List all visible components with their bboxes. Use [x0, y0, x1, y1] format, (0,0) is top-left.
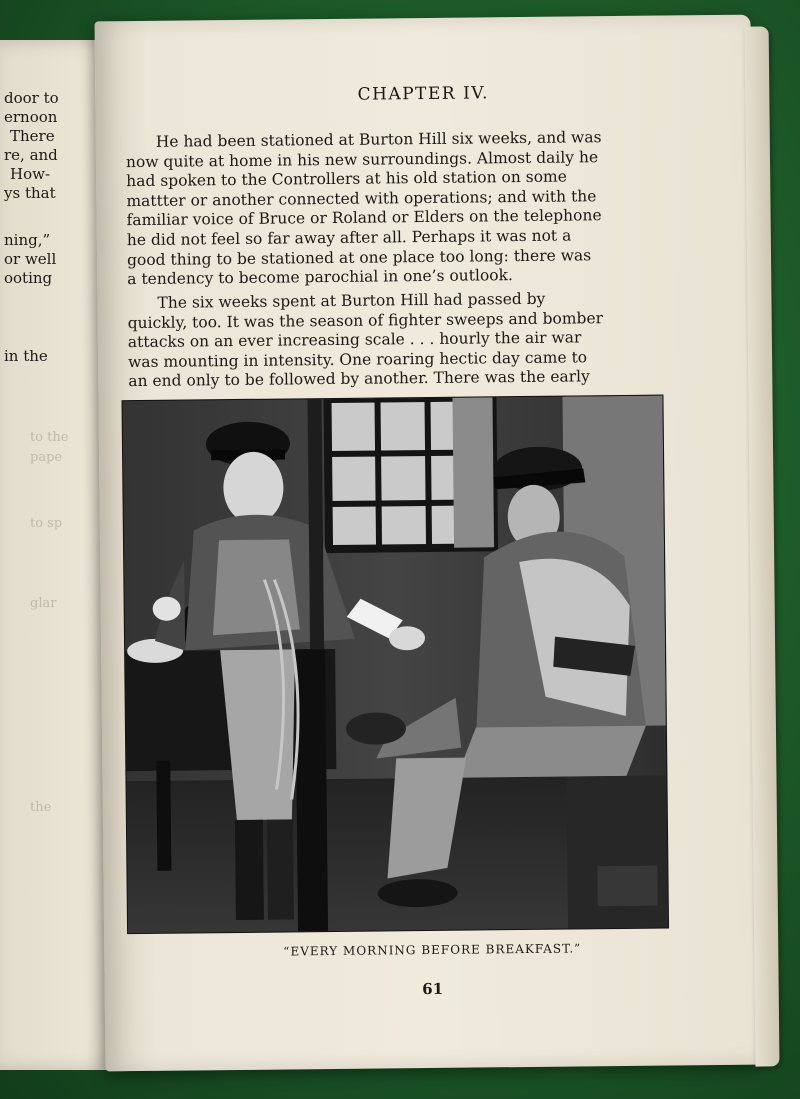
- window: [327, 397, 494, 549]
- left-page-line: There: [10, 127, 55, 145]
- bleed-through-text: to the: [30, 430, 69, 445]
- halftone-photo: [122, 396, 668, 934]
- paragraph-1: [126, 128, 648, 290]
- bleed-through-text: the: [30, 800, 52, 815]
- left-page-line: ning,”: [4, 231, 51, 249]
- text-line: an end only to be followed by another. There was the early: [128, 367, 590, 391]
- chapter-title: CHAPTER IV.: [357, 83, 490, 105]
- bleed-through-text: glar: [30, 596, 57, 611]
- paragraph-2: [127, 289, 648, 392]
- left-page-line: ys that: [4, 184, 56, 202]
- text-line: quickly, too. It was the season of fighter sweeps and bomber: [127, 308, 604, 332]
- text-line: was mounting in intensity. One roaring hectic day came to: [127, 348, 588, 371]
- text-line: he did not feel so far away after all. Perhaps it was not a: [126, 226, 572, 250]
- text-line: had spoken to the Controllers at his old station on some: [126, 167, 567, 191]
- text-line: The six weeks spent at Burton Hill had passed by: [157, 289, 546, 312]
- left-page-line: ooting: [4, 269, 53, 287]
- text-line: He had been stationed at Burton Hill six weeks, and was: [155, 128, 602, 151]
- text-line: good thing to be stationed at one place too long: there was: [126, 245, 592, 269]
- left-page-line: re, and: [4, 146, 58, 164]
- text-line: a tendency to become parochial in one’s outlook.: [127, 266, 513, 289]
- bleed-through-text: pape: [30, 450, 63, 465]
- left-page-line: in the: [4, 347, 48, 365]
- left-page-line: ernoon: [4, 108, 58, 126]
- page-number: 61: [422, 979, 444, 999]
- text-line: familiar voice of Bruce or Roland or Elders on the telephone: [126, 206, 602, 230]
- left-page-line: How-: [10, 165, 51, 183]
- bleed-through-text: to sp: [30, 516, 63, 531]
- photo-caption: “EVERY MORNING BEFORE BREAKFAST.”: [283, 941, 582, 959]
- text-line: now quite at home in his new surroundings. Almost daily he: [125, 147, 599, 171]
- right-page: [95, 15, 762, 1072]
- photo-illustration: [122, 396, 668, 934]
- text-line: mattter or another connected with operations; and with the: [126, 186, 597, 210]
- text-line: attacks on an ever increasing scale . . . hourly the air war: [127, 328, 582, 352]
- left-page-line: or well: [4, 250, 57, 268]
- left-page-line: door to: [4, 89, 59, 107]
